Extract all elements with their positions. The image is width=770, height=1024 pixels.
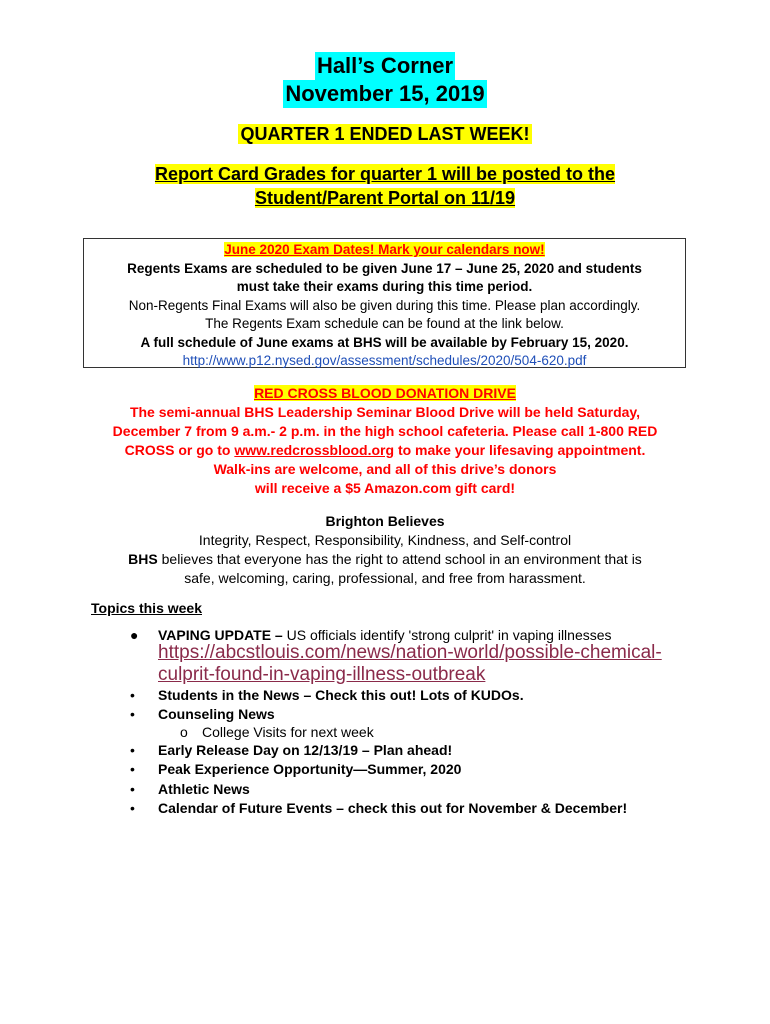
vaping-article-link[interactable]: https://abcstlouis.com/news/nation-world/possible-chemical-culprit-found-in-vaping-illness-outbreak	[158, 642, 662, 685]
report-card-notice	[0, 162, 770, 210]
title-block	[0, 52, 770, 108]
brighton-statement-line1	[0, 550, 770, 569]
nonregents-line: Non-Regents Final Exams will also be given during this time. Please plan accordingly.	[128, 297, 641, 313]
report-card-line1: Report Card Grades for quarter 1 will be posted to the	[154, 164, 616, 184]
red-cross-line3-pre: CROSS or go to	[124, 442, 235, 458]
topic-students: Students in the News – Check this out! Lots of KUDOs.	[158, 687, 524, 703]
brighton-values: Integrity, Respect, Responsibility, Kindness, and Self-control	[198, 532, 572, 548]
topic-vaping-bold: VAPING UPDATE –	[158, 627, 283, 643]
brighton-statement-line2: safe, welcoming, caring, professional, and free from harassment.	[184, 570, 586, 586]
red-cross-line3-post: to make your lifesaving appointment.	[394, 442, 646, 458]
topic-early-release: Early Release Day on 12/13/19 – Plan ahead!	[158, 742, 453, 758]
exam-dates-heading-text: June 2020 Exam Dates! Mark your calendars now!	[224, 242, 545, 257]
red-cross-line1: The semi-annual BHS Leadership Seminar Blood Drive will be held Saturday,	[129, 404, 641, 420]
quarter-notice	[0, 122, 770, 146]
quarter-notice-text: QUARTER 1 ENDED LAST WEEK!	[240, 124, 530, 144]
newsletter-date: November 15, 2019	[285, 81, 485, 106]
red-cross-line3	[0, 441, 770, 460]
exam-dates-box	[83, 238, 686, 368]
topics-heading: Topics this week	[91, 600, 202, 616]
topic-college-visits: College Visits for next week	[202, 724, 374, 740]
red-cross-line5: will receive a $5 Amazon.com gift card!	[254, 480, 516, 496]
exam-dates-heading	[84, 241, 685, 260]
circle-bullet-icon: o	[180, 724, 188, 740]
red-cross-line2: December 7 from 9 a.m.- 2 p.m. in the high school cafeteria. Please call 1-800 RED	[112, 423, 658, 439]
brighton-believes-heading: Brighton Believes	[325, 513, 445, 529]
bullet-icon: •	[130, 687, 135, 703]
bullet-icon: ●	[130, 627, 139, 643]
full-schedule-line: A full schedule of June exams at BHS will be available by February 15, 2020.	[140, 334, 629, 350]
red-cross-line4: Walk-ins are welcome, and all of this drive’s donors	[213, 461, 557, 477]
report-card-line2: Student/Parent Portal on 11/19	[254, 188, 516, 208]
bullet-icon: •	[130, 761, 135, 777]
brighton-statement-rest: believes that everyone has the right to attend school in an environment that is	[157, 551, 642, 567]
regents-line2: must take their exams during this time period.	[236, 279, 533, 294]
exam-schedule-link[interactable]: http://www.p12.nysed.gov/assessment/schedules/2020/504-620.pdf	[182, 353, 587, 368]
topic-athletic: Athletic News	[158, 781, 250, 797]
bullet-icon: •	[130, 706, 135, 722]
newsletter-title: Hall’s Corner	[316, 53, 454, 78]
redcross-link[interactable]: www.redcrossblood.org	[234, 442, 395, 458]
topic-peak: Peak Experience Opportunity—Summer, 2020	[158, 761, 462, 777]
topic-vaping-rest: US officials identify 'strong culprit' in vaping illnesses	[282, 627, 612, 643]
bullet-icon: •	[130, 800, 135, 816]
bullet-icon: •	[130, 742, 135, 758]
bullet-icon: •	[130, 781, 135, 797]
topic-counseling: Counseling News	[158, 706, 275, 722]
schedule-link-text: The Regents Exam schedule can be found at the link below.	[205, 316, 564, 331]
regents-line1: Regents Exams are scheduled to be given June 17 – June 25, 2020 and students	[127, 260, 642, 276]
topic-calendar: Calendar of Future Events – check this out for November & December!	[158, 800, 628, 816]
brighton-believes-section	[0, 512, 770, 588]
bhs-label: BHS	[128, 551, 158, 567]
red-cross-section	[0, 384, 770, 498]
red-cross-heading: RED CROSS BLOOD DONATION DRIVE	[254, 385, 516, 401]
